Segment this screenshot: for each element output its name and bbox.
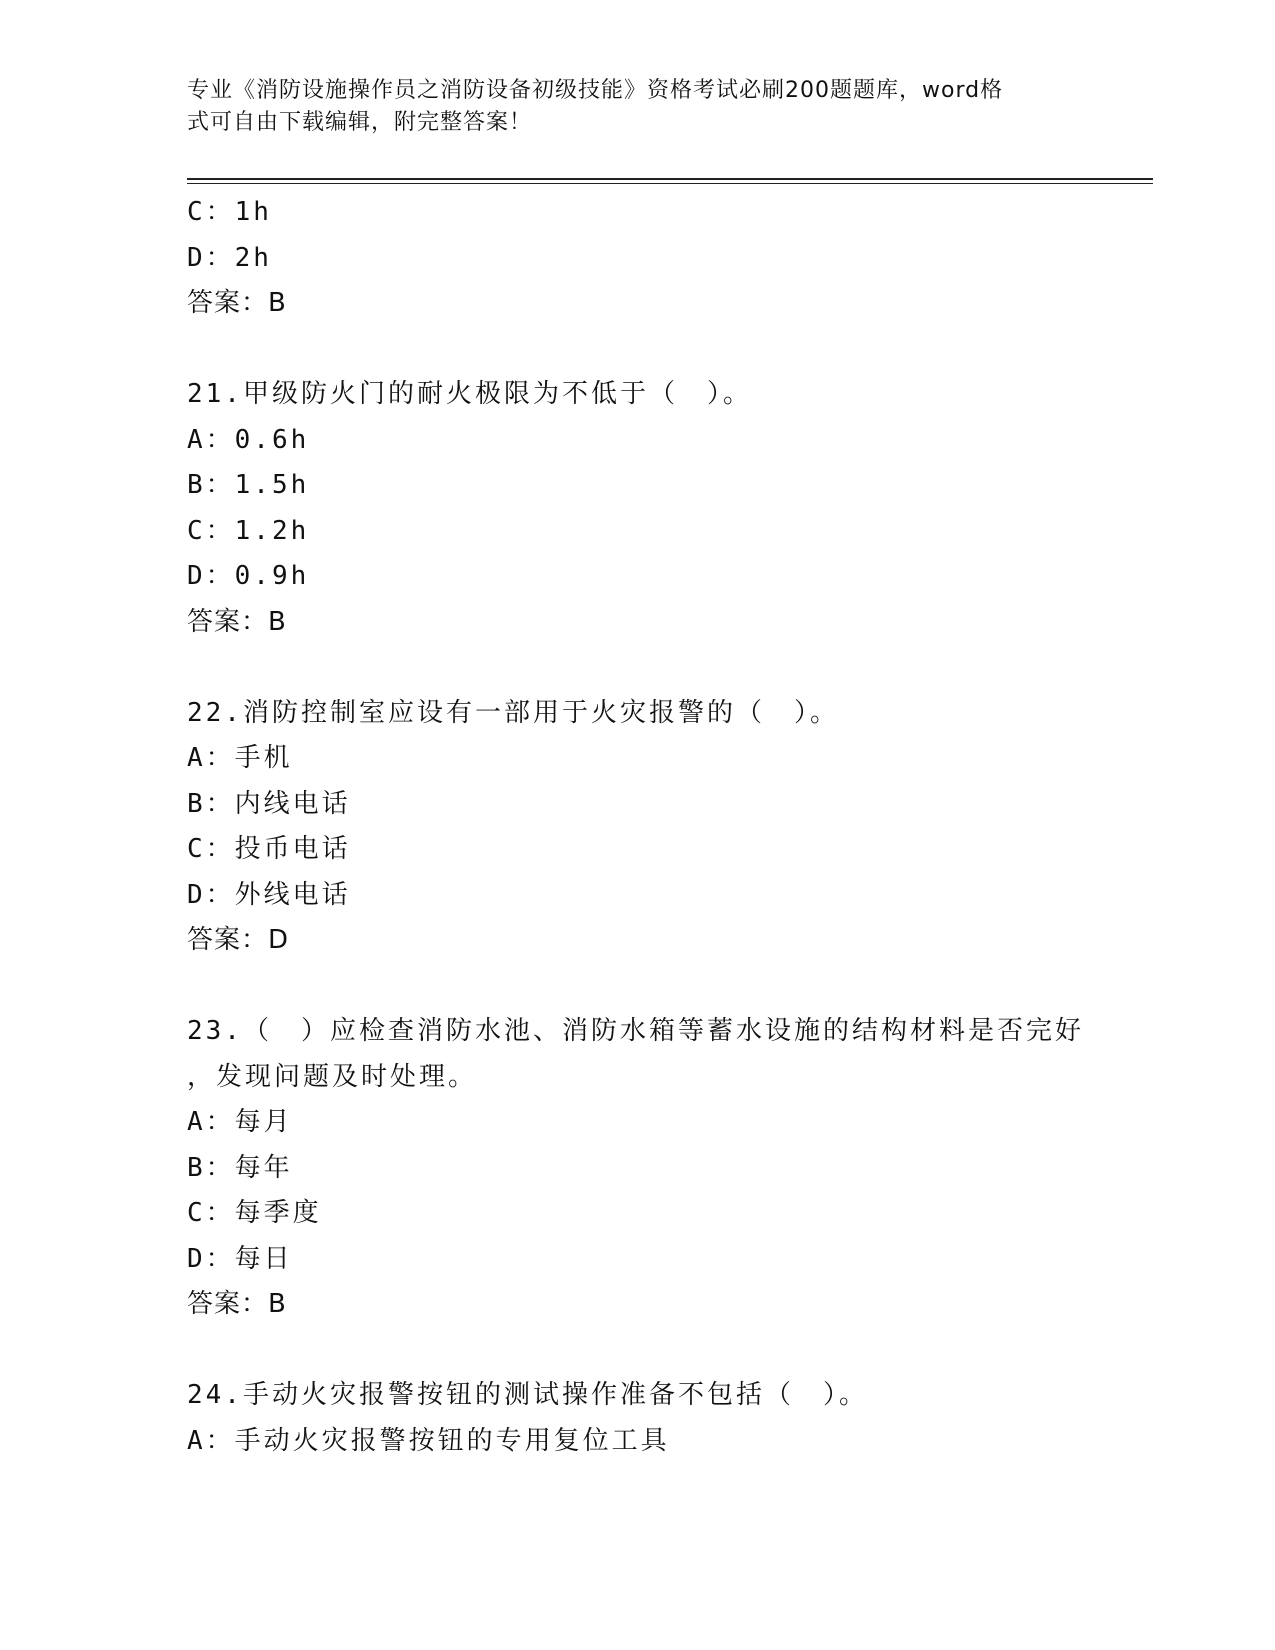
answer: 答案：B: [187, 288, 287, 318]
document-header: [187, 75, 1067, 139]
question-20-tail: [187, 190, 1107, 327]
question-24: [187, 1373, 1107, 1464]
option-d: D：0.9h: [187, 561, 310, 591]
question-stem-line-1: 23.（ ）应检查消防水池、消防水箱等蓄水设施的结构材料是否完好: [187, 1016, 1084, 1046]
option-b: B：内线电话: [187, 788, 351, 819]
question-21: [187, 372, 1107, 645]
option-b: B：1.5h: [187, 470, 310, 500]
spacer: [187, 645, 1107, 691]
question-stem: 24.手动火灾报警按钮的测试操作准备不包括（ ）。: [187, 1380, 868, 1410]
question-list: [187, 190, 1107, 1464]
header-divider-bottom: [187, 183, 1153, 184]
option-d: D：2h: [187, 242, 272, 273]
option-d: D：每日: [187, 1243, 293, 1274]
question-22: [187, 691, 1107, 964]
option-c: C：每季度: [187, 1198, 322, 1228]
option-b: B：每年: [187, 1152, 293, 1183]
option-a: A：手动火灾报警按钮的专用复位工具: [187, 1425, 670, 1456]
spacer: [187, 327, 1107, 373]
spacer: [187, 964, 1107, 1010]
option-d: D：外线电话: [187, 879, 351, 910]
option-a: A：每月: [187, 1107, 293, 1137]
header-title-line-1: 专业《消防设施操作员之消防设备初级技能》资格考试必刷200题题库，word格: [187, 78, 1004, 103]
spacer: [187, 1328, 1107, 1374]
option-c: C：1h: [187, 197, 272, 227]
option-a: A：手机: [187, 743, 293, 773]
question-23: [187, 1009, 1107, 1328]
question-stem-line-2: ，发现问题及时处理。: [187, 1061, 478, 1092]
question-stem: 22.消防控制室应设有一部用于火灾报警的（ ）。: [187, 697, 839, 728]
answer: 答案：D: [187, 925, 290, 955]
option-c: C：投币电话: [187, 834, 351, 864]
answer: 答案：B: [187, 1289, 287, 1319]
header-title-line-2: 式可自由下载编辑，附完整答案！: [187, 110, 533, 135]
header-divider-top: [187, 178, 1153, 180]
question-stem: 21.甲级防火门的耐火极限为不低于（ ）。: [187, 379, 752, 409]
option-c: C：1.2h: [187, 515, 310, 546]
option-a: A：0.6h: [187, 424, 310, 455]
answer: 答案：B: [187, 606, 287, 637]
